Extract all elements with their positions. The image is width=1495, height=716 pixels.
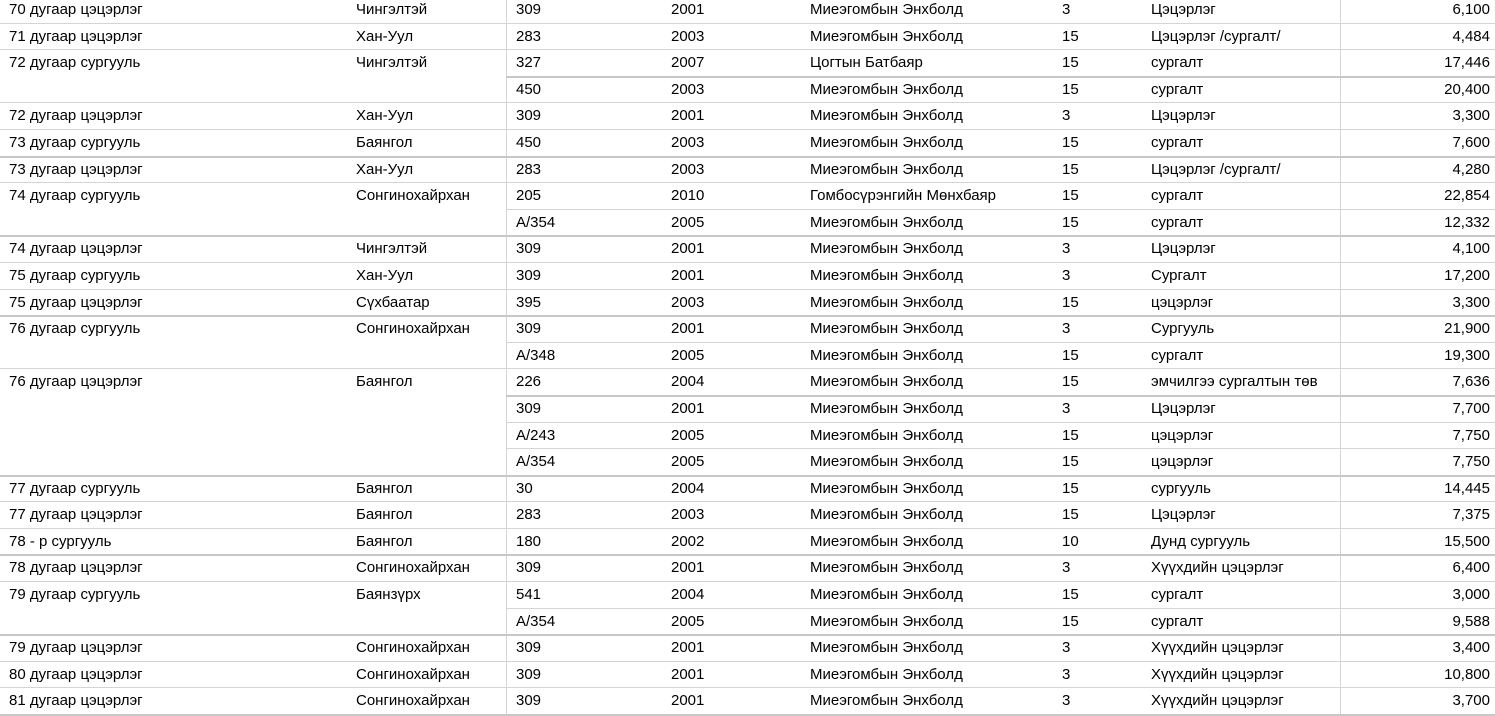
table-row bbox=[0, 103, 1495, 130]
code-cell: 3 bbox=[1062, 399, 1071, 417]
school-cell: 79 дугаар сургууль bbox=[9, 586, 141, 604]
school-cell: 81 дугаар цэцэрлэг bbox=[9, 692, 143, 710]
code-cell: 15 bbox=[1062, 80, 1079, 98]
amount-cell: 7,636 bbox=[1452, 373, 1490, 391]
amount-cell: 4,484 bbox=[1452, 27, 1490, 45]
official-cell: Миеэгомбын Энхболд bbox=[810, 559, 963, 577]
table-row bbox=[0, 423, 1495, 450]
purpose-cell: Хүүхдийн цэцэрлэг bbox=[1151, 559, 1284, 577]
school-cell: 77 дугаар цэцэрлэг bbox=[9, 506, 143, 524]
table-row bbox=[0, 688, 1495, 715]
purpose-cell: цэцэрлэг bbox=[1151, 293, 1214, 311]
district-cell bbox=[356, 609, 506, 636]
code-cell: 3 bbox=[1062, 320, 1071, 338]
amount-cell: 6,100 bbox=[1452, 1, 1490, 18]
official-cell: Миеэгомбын Энхболд bbox=[810, 133, 963, 151]
table-row bbox=[0, 236, 1495, 263]
purpose-cell: Цэцэрлэг /сургалт/ bbox=[1151, 27, 1281, 45]
year-cell: 2004 bbox=[671, 373, 705, 391]
code-cell: 3 bbox=[1062, 240, 1071, 258]
district-cell: Баянгол bbox=[356, 479, 413, 497]
official-cell: Цогтын Батбаяр bbox=[810, 54, 923, 72]
amount-cell: 12,332 bbox=[1444, 213, 1490, 231]
amount-cell: 14,445 bbox=[1444, 479, 1490, 497]
district-cell: Сонгинохайрхан bbox=[356, 559, 470, 577]
school-cell: 71 дугаар цэцэрлэг bbox=[9, 27, 143, 45]
official-cell: Миеэгомбын Энхболд bbox=[810, 240, 963, 258]
official-cell: Миеэгомбын Энхболд bbox=[810, 293, 963, 311]
code-cell: 15 bbox=[1062, 133, 1079, 151]
year-cell: 2001 bbox=[671, 665, 705, 683]
table-row bbox=[0, 0, 1495, 24]
code-cell: 15 bbox=[1062, 54, 1079, 72]
table-row bbox=[0, 290, 1495, 317]
decree-number-cell: 226 bbox=[516, 373, 542, 391]
table-row bbox=[0, 609, 1495, 636]
purpose-cell: Цэцэрлэг bbox=[1151, 107, 1216, 125]
official-cell: Миеэгомбын Энхболд bbox=[810, 586, 963, 604]
code-cell: 3 bbox=[1062, 1, 1071, 18]
amount-cell: 7,600 bbox=[1452, 133, 1490, 151]
school-cell: 77 дугаар сургууль bbox=[9, 479, 141, 497]
official-cell: Миеэгомбын Энхболд bbox=[810, 532, 963, 550]
amount-cell: 9,588 bbox=[1452, 612, 1490, 630]
decree-number-cell: А/354 bbox=[516, 213, 556, 231]
district-cell: Чингэлтэй bbox=[356, 1, 428, 18]
year-cell: 2004 bbox=[671, 586, 705, 604]
decree-number-cell: 309 bbox=[516, 266, 542, 284]
code-cell: 3 bbox=[1062, 266, 1071, 284]
school-cell: 79 дугаар цэцэрлэг bbox=[9, 639, 143, 657]
year-cell: 2007 bbox=[671, 54, 705, 72]
table-row bbox=[0, 449, 1495, 476]
purpose-cell: сургалт bbox=[1151, 54, 1204, 72]
amount-cell: 10,800 bbox=[1444, 665, 1490, 683]
amount-cell: 17,200 bbox=[1444, 266, 1490, 284]
year-cell: 2010 bbox=[671, 187, 705, 205]
district-cell bbox=[356, 210, 506, 237]
year-cell: 2001 bbox=[671, 559, 705, 577]
code-cell: 3 bbox=[1062, 107, 1071, 125]
table-row bbox=[0, 130, 1495, 157]
amount-cell: 3,000 bbox=[1452, 586, 1490, 604]
decree-number-cell: 283 bbox=[516, 160, 542, 178]
decree-number-cell: 309 bbox=[516, 559, 542, 577]
code-cell: 3 bbox=[1062, 665, 1071, 683]
official-cell: Миеэгомбын Энхболд bbox=[810, 1, 963, 18]
decree-number-cell: 30 bbox=[516, 479, 533, 497]
decree-number-cell: 309 bbox=[516, 107, 542, 125]
school-cell: 80 дугаар цэцэрлэг bbox=[9, 665, 143, 683]
purpose-cell: Цэцэрлэг /сургалт/ bbox=[1151, 160, 1281, 178]
amount-cell: 4,100 bbox=[1452, 240, 1490, 258]
official-cell: Миеэгомбын Энхболд bbox=[810, 160, 963, 178]
district-cell: Чингэлтэй bbox=[356, 54, 428, 72]
code-cell: 15 bbox=[1062, 346, 1079, 364]
district-cell: Сонгинохайрхан bbox=[356, 639, 470, 657]
purpose-cell: Цэцэрлэг bbox=[1151, 399, 1216, 417]
amount-cell: 22,854 bbox=[1444, 187, 1490, 205]
decree-number-cell: 309 bbox=[516, 320, 542, 338]
year-cell: 2001 bbox=[671, 266, 705, 284]
year-cell: 2005 bbox=[671, 426, 705, 444]
district-cell: Сонгинохайрхан bbox=[356, 665, 470, 683]
decree-number-cell: 309 bbox=[516, 399, 542, 417]
district-cell: Баянгол bbox=[356, 506, 413, 524]
purpose-cell: Сургалт bbox=[1151, 266, 1207, 284]
year-cell: 2003 bbox=[671, 27, 705, 45]
purpose-cell: сургалт bbox=[1151, 346, 1204, 364]
purpose-cell: сургалт bbox=[1151, 133, 1204, 151]
year-cell: 2003 bbox=[671, 160, 705, 178]
table-row bbox=[0, 157, 1495, 184]
school-cell: 76 дугаар сургууль bbox=[9, 320, 141, 338]
table-row bbox=[0, 183, 1495, 210]
purpose-cell: сургалт bbox=[1151, 612, 1204, 630]
school-cell: 74 дугаар сургууль bbox=[9, 187, 141, 205]
district-cell bbox=[356, 449, 506, 476]
district-cell bbox=[356, 423, 506, 450]
decree-number-cell: 309 bbox=[516, 665, 542, 683]
amount-cell: 3,300 bbox=[1452, 107, 1490, 125]
table-row bbox=[0, 502, 1495, 529]
district-cell bbox=[356, 396, 506, 423]
district-cell: Чингэлтэй bbox=[356, 240, 428, 258]
amount-cell: 21,900 bbox=[1444, 320, 1490, 338]
purpose-cell: Хүүхдийн цэцэрлэг bbox=[1151, 639, 1284, 657]
amount-cell: 17,446 bbox=[1444, 54, 1490, 72]
table-row bbox=[0, 77, 1495, 104]
year-cell: 2005 bbox=[671, 612, 705, 630]
amount-cell: 20,400 bbox=[1444, 80, 1490, 98]
official-cell: Миеэгомбын Энхболд bbox=[810, 426, 963, 444]
purpose-cell: цэцэрлэг bbox=[1151, 426, 1214, 444]
code-cell: 15 bbox=[1062, 426, 1079, 444]
table-row bbox=[0, 476, 1495, 503]
district-cell: Хан-Уул bbox=[356, 107, 414, 125]
district-cell: Сонгинохайрхан bbox=[356, 692, 470, 710]
code-cell: 15 bbox=[1062, 586, 1079, 604]
decree-number-cell: 309 bbox=[516, 1, 542, 18]
code-cell: 15 bbox=[1062, 213, 1079, 231]
year-cell: 2001 bbox=[671, 1, 705, 18]
year-cell: 2005 bbox=[671, 453, 705, 471]
code-cell: 3 bbox=[1062, 559, 1071, 577]
code-cell: 15 bbox=[1062, 27, 1079, 45]
year-cell: 2001 bbox=[671, 320, 705, 338]
school-cell: 78 дугаар цэцэрлэг bbox=[9, 559, 143, 577]
decree-number-cell: 180 bbox=[516, 532, 542, 550]
purpose-cell: сургалт bbox=[1151, 80, 1204, 98]
district-cell: Хан-Уул bbox=[356, 266, 414, 284]
decree-number-cell: 309 bbox=[516, 639, 542, 657]
decree-number-cell: А/243 bbox=[516, 426, 556, 444]
purpose-cell: Цэцэрлэг bbox=[1151, 506, 1216, 524]
purpose-cell: Хүүхдийн цэцэрлэг bbox=[1151, 665, 1284, 683]
school-cell: 70 дугаар цэцэрлэг bbox=[9, 1, 143, 18]
official-cell: Миеэгомбын Энхболд bbox=[810, 80, 963, 98]
amount-cell: 3,700 bbox=[1452, 692, 1490, 710]
year-cell: 2001 bbox=[671, 240, 705, 258]
year-cell: 2003 bbox=[671, 133, 705, 151]
official-cell: Миеэгомбын Энхболд bbox=[810, 665, 963, 683]
table-row bbox=[0, 24, 1495, 51]
district-cell: Хан-Уул bbox=[356, 160, 414, 178]
purpose-cell: сургалт bbox=[1151, 213, 1204, 231]
school-cell: 76 дугаар цэцэрлэг bbox=[9, 373, 143, 391]
school-cell: 78 - р сургууль bbox=[9, 532, 112, 550]
school-cell bbox=[9, 210, 339, 237]
official-cell: Миеэгомбын Энхболд bbox=[810, 320, 963, 338]
year-cell: 2001 bbox=[671, 399, 705, 417]
purpose-cell: Цэцэрлэг bbox=[1151, 1, 1216, 18]
school-cell bbox=[9, 396, 339, 423]
school-cell: 74 дугаар цэцэрлэг bbox=[9, 240, 143, 258]
table-row bbox=[0, 50, 1495, 77]
amount-cell: 6,400 bbox=[1452, 559, 1490, 577]
table-row bbox=[0, 582, 1495, 609]
decree-number-cell: 205 bbox=[516, 187, 542, 205]
decree-number-cell: 283 bbox=[516, 27, 542, 45]
table-row bbox=[0, 662, 1495, 689]
year-cell: 2003 bbox=[671, 293, 705, 311]
year-cell: 2003 bbox=[671, 506, 705, 524]
official-cell: Миеэгомбын Энхболд bbox=[810, 692, 963, 710]
table-row bbox=[0, 369, 1495, 396]
table-row bbox=[0, 635, 1495, 662]
amount-cell: 3,300 bbox=[1452, 293, 1490, 311]
school-cell bbox=[9, 609, 339, 636]
amount-cell: 19,300 bbox=[1444, 346, 1490, 364]
code-cell: 15 bbox=[1062, 160, 1079, 178]
table-row bbox=[0, 210, 1495, 237]
decree-number-cell: 309 bbox=[516, 240, 542, 258]
decree-number-cell: 309 bbox=[516, 692, 542, 710]
purpose-cell: эмчилгээ сургалтын төв bbox=[1151, 373, 1318, 391]
year-cell: 2003 bbox=[671, 80, 705, 98]
year-cell: 2005 bbox=[671, 346, 705, 364]
official-cell: Миеэгомбын Энхболд bbox=[810, 479, 963, 497]
official-cell: Миеэгомбын Энхболд bbox=[810, 213, 963, 231]
decree-number-cell: А/348 bbox=[516, 346, 556, 364]
purpose-cell: цэцэрлэг bbox=[1151, 453, 1214, 471]
code-cell: 15 bbox=[1062, 506, 1079, 524]
district-cell: Хан-Уул bbox=[356, 27, 414, 45]
school-cell: 72 дугаар цэцэрлэг bbox=[9, 107, 143, 125]
code-cell: 3 bbox=[1062, 639, 1071, 657]
official-cell: Миеэгомбын Энхболд bbox=[810, 266, 963, 284]
school-cell: 75 дугаар сургууль bbox=[9, 266, 141, 284]
decree-number-cell: А/354 bbox=[516, 453, 556, 471]
official-cell: Миеэгомбын Энхболд bbox=[810, 346, 963, 364]
district-cell: Баянзүрх bbox=[356, 586, 421, 604]
table-row bbox=[0, 529, 1495, 556]
district-cell: Баянгол bbox=[356, 532, 413, 550]
code-cell: 15 bbox=[1062, 373, 1079, 391]
amount-cell: 4,280 bbox=[1452, 160, 1490, 178]
table-row bbox=[0, 263, 1495, 290]
official-cell: Миеэгомбын Энхболд bbox=[810, 399, 963, 417]
code-cell: 15 bbox=[1062, 479, 1079, 497]
purpose-cell: Хүүхдийн цэцэрлэг bbox=[1151, 692, 1284, 710]
year-cell: 2001 bbox=[671, 639, 705, 657]
decree-number-cell: 541 bbox=[516, 586, 542, 604]
purpose-cell: сургалт bbox=[1151, 187, 1204, 205]
purpose-cell: сургууль bbox=[1151, 479, 1211, 497]
code-cell: 15 bbox=[1062, 612, 1079, 630]
table-row bbox=[0, 396, 1495, 423]
district-cell: Сонгинохайрхан bbox=[356, 187, 470, 205]
official-cell: Гомбосүрэнгийн Мөнхбаяр bbox=[810, 187, 997, 205]
decree-number-cell: 450 bbox=[516, 80, 542, 98]
school-cell: 73 дугаар цэцэрлэг bbox=[9, 160, 143, 178]
table-row bbox=[0, 316, 1495, 343]
district-cell: Баянгол bbox=[356, 373, 413, 391]
decree-number-cell: 327 bbox=[516, 54, 542, 72]
decree-number-cell: 283 bbox=[516, 506, 542, 524]
district-cell: Сонгинохайрхан bbox=[356, 320, 470, 338]
school-cell: 72 дугаар сургууль bbox=[9, 54, 141, 72]
amount-cell: 3,400 bbox=[1452, 639, 1490, 657]
school-cell: 75 дугаар цэцэрлэг bbox=[9, 293, 143, 311]
purpose-cell: сургалт bbox=[1151, 586, 1204, 604]
purpose-cell: Дунд сургууль bbox=[1151, 532, 1251, 550]
district-cell: Сүхбаатар bbox=[356, 293, 430, 311]
year-cell: 2005 bbox=[671, 213, 705, 231]
code-cell: 3 bbox=[1062, 692, 1071, 710]
year-cell: 2001 bbox=[671, 692, 705, 710]
amount-cell: 15,500 bbox=[1444, 532, 1490, 550]
school-cell bbox=[9, 343, 339, 370]
official-cell: Миеэгомбын Энхболд bbox=[810, 612, 963, 630]
district-cell bbox=[356, 343, 506, 370]
decree-number-cell: А/354 bbox=[516, 612, 556, 630]
school-cell bbox=[9, 423, 339, 450]
code-cell: 10 bbox=[1062, 532, 1079, 550]
district-cell bbox=[356, 77, 506, 104]
decree-number-cell: 450 bbox=[516, 133, 542, 151]
official-cell: Миеэгомбын Энхболд bbox=[810, 373, 963, 391]
decree-number-cell: 395 bbox=[516, 293, 542, 311]
purpose-cell: Сургууль bbox=[1151, 320, 1215, 338]
table-row bbox=[0, 343, 1495, 370]
purpose-cell: Цэцэрлэг bbox=[1151, 240, 1216, 258]
district-cell: Баянгол bbox=[356, 133, 413, 151]
official-cell: Миеэгомбын Энхболд bbox=[810, 639, 963, 657]
code-cell: 15 bbox=[1062, 453, 1079, 471]
school-cell: 73 дугаар сургууль bbox=[9, 133, 141, 151]
official-cell: Миеэгомбын Энхболд bbox=[810, 27, 963, 45]
code-cell: 15 bbox=[1062, 293, 1079, 311]
school-cell bbox=[9, 449, 339, 476]
official-cell: Миеэгомбын Энхболд bbox=[810, 453, 963, 471]
amount-cell: 7,700 bbox=[1452, 399, 1490, 417]
year-cell: 2002 bbox=[671, 532, 705, 550]
school-cell bbox=[9, 77, 339, 104]
amount-cell: 7,750 bbox=[1452, 426, 1490, 444]
official-cell: Миеэгомбын Энхболд bbox=[810, 107, 963, 125]
table-row bbox=[0, 555, 1495, 582]
amount-cell: 7,750 bbox=[1452, 453, 1490, 471]
amount-cell: 7,375 bbox=[1452, 506, 1490, 524]
year-cell: 2004 bbox=[671, 479, 705, 497]
year-cell: 2001 bbox=[671, 107, 705, 125]
code-cell: 15 bbox=[1062, 187, 1079, 205]
official-cell: Миеэгомбын Энхболд bbox=[810, 506, 963, 524]
